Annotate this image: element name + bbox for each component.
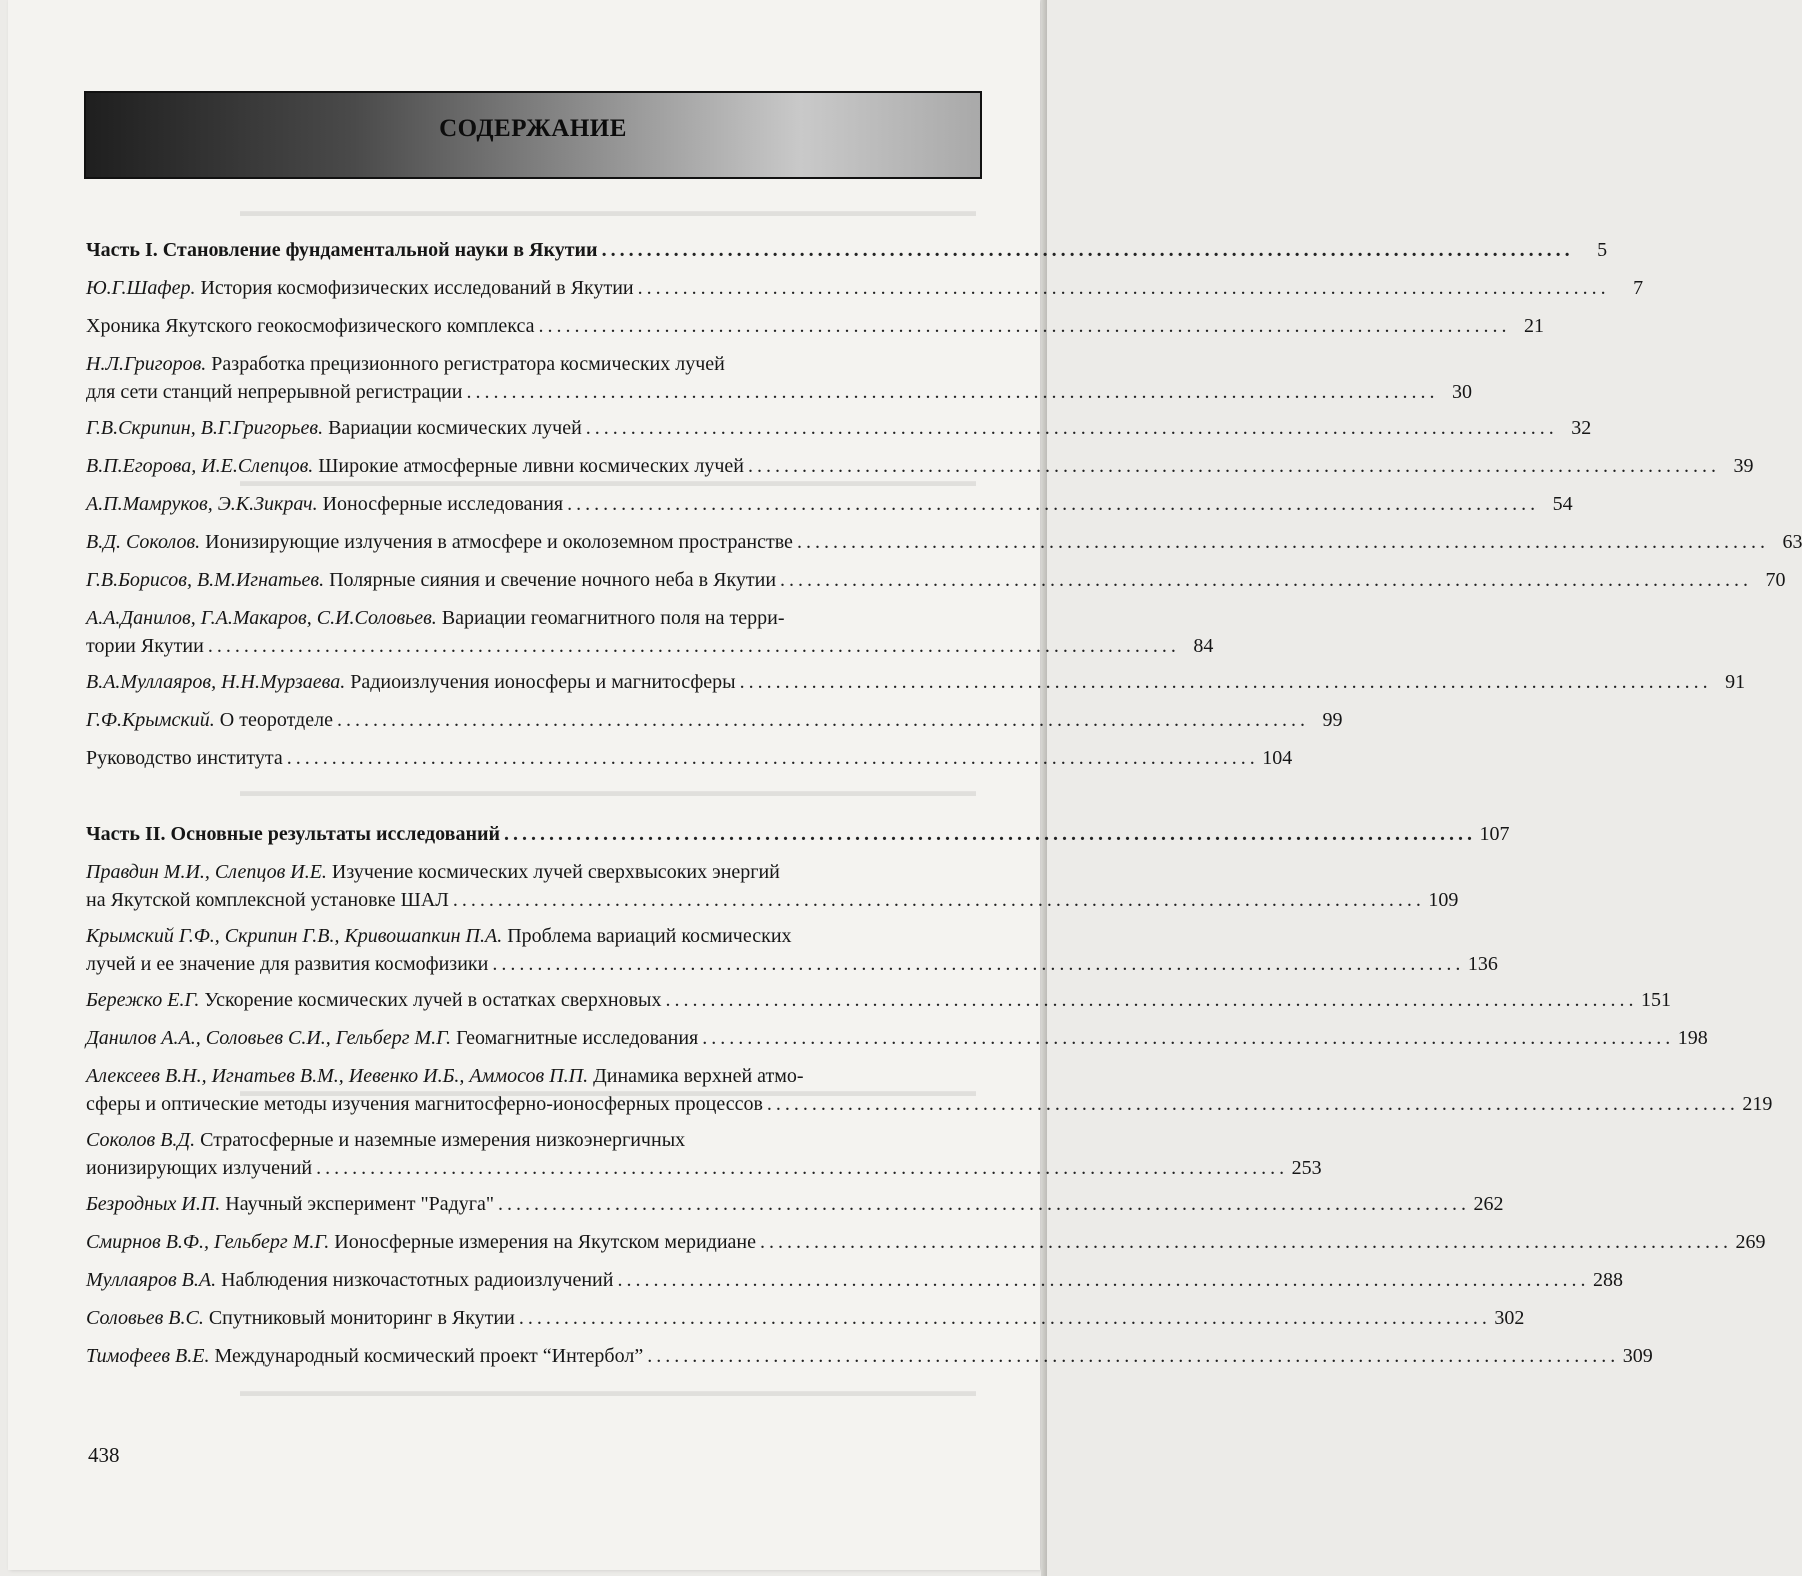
toc-entry-page-number: 198 [1677, 1027, 1708, 1049]
toc-entry-title: Стратосферные и наземные измерения низкоэнергичных [200, 1129, 686, 1151]
toc-entry-title: Вариации космических лучей [328, 417, 582, 439]
toc-entry-page-number: 136 [1467, 953, 1498, 975]
toc-entry-page-number: 84 [1193, 635, 1214, 657]
toc-entry-authors: Г.В.Скрипин, В.Г.Григорьев. [86, 417, 324, 439]
toc-entry [86, 414, 1592, 442]
toc-entry [86, 1126, 1322, 1182]
toc-entry-title: Динамика верхней атмо- [593, 1065, 804, 1087]
toc-entry-page-number: 302 [1494, 1307, 1525, 1329]
toc-entry-text [86, 566, 776, 594]
toc-entry-authors: Н.Л.Григоров. [86, 353, 207, 375]
toc-entry-authors: Смирнов В.Ф., Гельберг М.Г. [86, 1231, 330, 1253]
toc-entry-title: Вариации геомагнитного поля на терри- [441, 607, 785, 629]
toc-entry-text [86, 236, 598, 264]
toc-entry-page-number: 107 [1479, 823, 1510, 845]
toc-entry-page-number: 109 [1428, 889, 1459, 911]
toc-entry [86, 312, 1544, 340]
toc-entry-page-number: 104 [1262, 747, 1293, 769]
toc-entry-text [86, 414, 582, 442]
toc-entry-authors: Алексеев В.Н., Игнатьев В.М., Иевенко И.Б., Аммосов П.П. [86, 1065, 589, 1087]
toc-entry-page-number: 309 [1622, 1345, 1653, 1367]
toc-entry-title: О теоротделе [219, 709, 333, 731]
toc-entry-title: Руководство института [86, 747, 283, 769]
leader-dots [702, 1024, 1670, 1052]
toc-entry [86, 858, 1459, 914]
toc-entry-page-number: 30 [1451, 381, 1472, 403]
toc-entry-text [86, 1304, 515, 1332]
page-number: 438 [88, 1443, 120, 1467]
toc-entry-text [86, 312, 534, 340]
toc-entry [86, 1024, 1708, 1052]
toc-entry-text [86, 528, 793, 556]
leader-dots [337, 706, 1305, 734]
toc-entry-text [86, 274, 634, 302]
toc-entry-title: Полярные сияния и свечение ночного неба в Якутии [329, 569, 777, 591]
leader-dots [767, 1090, 1735, 1118]
leader-dots [316, 1154, 1284, 1182]
toc-entry-authors: Муллаяров В.А. [86, 1269, 217, 1291]
toc-entry-title: Геомагнитные исследования [456, 1027, 699, 1049]
leader-dots [504, 820, 1472, 848]
toc-entry-title: Ионосферные исследования [322, 493, 564, 515]
toc-entry-authors: В.А.Муллаяров, Н.Н.Мурзаева. [86, 671, 346, 693]
toc-entry-page-number: 99 [1322, 709, 1343, 731]
toc-entry-authors: А.А.Данилов, Г.А.Макаров, С.И.Соловьев. [86, 607, 437, 629]
toc-entry-text [86, 490, 563, 518]
toc-entry-title: Научный эксперимент "Радуга" [225, 1193, 495, 1215]
toc-entry-title: ионизирующих излучений [86, 1157, 313, 1179]
toc-entry [86, 566, 1786, 594]
leader-dots [740, 668, 1708, 696]
toc-entry [86, 922, 1498, 978]
toc-entry-title: Ионизирующие излучения в атмосфере и околоземном пространстве [205, 531, 793, 553]
toc-entry-title: на Якутской комплексной установке ШАЛ [86, 889, 449, 911]
toc-entry [86, 706, 1343, 734]
toc-entry-title: Широкие атмосферные ливни космических лучей [318, 455, 744, 477]
toc-entry [86, 528, 1802, 556]
leader-dots [780, 566, 1748, 594]
toc-entry [86, 744, 1293, 772]
toc-entry-title: Ионосферные измерения на Якутском меридиане [334, 1231, 756, 1253]
leader-dots [492, 950, 1460, 978]
toc-entry [86, 668, 1746, 696]
toc-entry-authors: Соловьев В.С. [86, 1307, 204, 1329]
toc-entry [86, 1266, 1623, 1294]
toc-entry [86, 1342, 1653, 1370]
toc-entry-authors: Г.Ф.Крымский. [86, 709, 215, 731]
toc-entry-title: тории Якутии [86, 635, 204, 657]
toc-entry [86, 604, 1214, 660]
toc-entry-title: Ускорение космических лучей в остатках сверхновых [204, 989, 662, 1011]
leader-dots [519, 1304, 1487, 1332]
toc-entry-authors: Тимофеев В.Е. [86, 1345, 210, 1367]
toc-entry-title: История космофизических исследований в Якутии [200, 277, 634, 299]
toc-entry-page-number: 39 [1733, 455, 1754, 477]
toc-entry-authors: Правдин М.И., Слепцов И.Е. [86, 861, 327, 883]
toc-entry-title: Часть I. Становление фундаментальной науки в Якутии [86, 239, 598, 261]
toc-entry-text [86, 820, 500, 848]
toc-entry-text [86, 986, 661, 1014]
toc-entry-text [86, 744, 283, 772]
toc-entry-authors: Соколов В.Д. [86, 1129, 196, 1151]
leader-dots [466, 378, 1434, 406]
toc-entry-page-number: 63 [1782, 531, 1802, 553]
toc-entry [86, 1304, 1525, 1332]
toc-part-heading [86, 820, 1510, 848]
leader-dots [586, 414, 1554, 442]
toc-entry [86, 1190, 1504, 1218]
toc-entry [86, 1062, 1773, 1118]
leader-dots [647, 1342, 1615, 1370]
toc-entry-page-number: 91 [1725, 671, 1746, 693]
toc-entry-title: Разработка прецизионного регистратора космических лучей [211, 353, 725, 375]
leader-dots [567, 490, 1535, 518]
page-title: СОДЕРЖАНИЕ [439, 115, 627, 142]
leader-dots [287, 744, 1255, 772]
leader-dots [602, 236, 1570, 264]
toc-entry-title: Наблюдения низкочастотных радиоизлучений [221, 1269, 614, 1291]
toc-entry [86, 274, 1644, 302]
toc-entry-authors: Безродных И.П. [86, 1193, 221, 1215]
leader-dots [748, 452, 1716, 480]
toc-entry-text [86, 1342, 643, 1370]
toc-entry-text [86, 452, 744, 480]
toc-entry [86, 350, 1472, 406]
toc-entry-page-number: 5 [1597, 239, 1608, 261]
toc-entry-page-number: 7 [1633, 277, 1644, 299]
toc-entry-page-number: 21 [1523, 315, 1544, 337]
toc-part-heading [86, 236, 1608, 264]
heading-band [84, 91, 982, 179]
leader-dots [453, 886, 1421, 914]
toc-entry [86, 490, 1573, 518]
toc-entry-authors: Бережко Е.Г. [86, 989, 200, 1011]
toc-entry-title: Международный космический проект “Интербол” [214, 1345, 644, 1367]
toc-entry-text [86, 1266, 613, 1294]
toc-entry-title: Хроника Якутского геокосмофизического комплекса [86, 315, 535, 337]
toc-entry [86, 452, 1754, 480]
toc-entry-page-number: 70 [1765, 569, 1786, 591]
toc-entry-title: лучей и ее значение для развития космофизики [86, 953, 489, 975]
leader-dots [617, 1266, 1585, 1294]
toc-entry-authors: Г.В.Борисов, В.М.Игнатьев. [86, 569, 325, 591]
toc-entry-title: Часть II. Основные результаты исследований [86, 823, 501, 845]
toc-entry-page-number: 151 [1640, 989, 1671, 1011]
toc-entry-authors: Данилов А.А., Соловьев С.И., Гельберг М.Г. [86, 1027, 452, 1049]
leader-dots [665, 986, 1633, 1014]
toc-entry [86, 1228, 1766, 1256]
leader-dots [760, 1228, 1728, 1256]
toc-entry-text [86, 1024, 698, 1052]
toc-entry-page-number: 288 [1592, 1269, 1623, 1291]
toc-entry-title: для сети станций непрерывной регистрации [86, 381, 463, 403]
toc-entry-authors: Ю.Г.Шафер. [86, 277, 196, 299]
toc-entry-text [86, 1190, 494, 1218]
toc-entry-page-number: 219 [1742, 1093, 1773, 1115]
toc-entry [86, 986, 1671, 1014]
toc-entry-page-number: 269 [1735, 1231, 1766, 1253]
leader-dots [797, 528, 1765, 556]
toc-entry-authors: В.Д. Соколов. [86, 531, 201, 553]
toc-entry-title: Радиоизлучения ионосферы и магнитосферы [350, 671, 736, 693]
toc-entry-page-number: 54 [1552, 493, 1573, 515]
toc-entry-authors: Крымский Г.Ф., Скрипин Г.В., Кривошапкин П.А. [86, 925, 503, 947]
toc-entry-title: Спутниковый мониторинг в Якутии [208, 1307, 515, 1329]
toc-entry-page-number: 262 [1473, 1193, 1504, 1215]
toc-entry-text [86, 668, 736, 696]
toc-entry-text [86, 706, 333, 734]
toc-entry-title: Изучение космических лучей сверхвысоких энергий [331, 861, 780, 883]
toc-entry-page-number: 32 [1571, 417, 1592, 439]
toc-entry-authors: А.П.Мамруков, Э.К.Зикрач. [86, 493, 318, 515]
leader-dots [498, 1190, 1466, 1218]
leader-dots [538, 312, 1506, 340]
toc-entry-title: Проблема вариаций космических [507, 925, 792, 947]
toc-entry-page-number: 253 [1291, 1157, 1322, 1179]
leader-dots [638, 274, 1606, 302]
toc-entry-text [86, 1228, 756, 1256]
toc-entry-title: сферы и оптические методы изучения магнитосферно-ионосферных процессов [86, 1093, 763, 1115]
leader-dots [208, 632, 1176, 660]
toc-entry-authors: В.П.Егорова, И.Е.Слепцов. [86, 455, 314, 477]
